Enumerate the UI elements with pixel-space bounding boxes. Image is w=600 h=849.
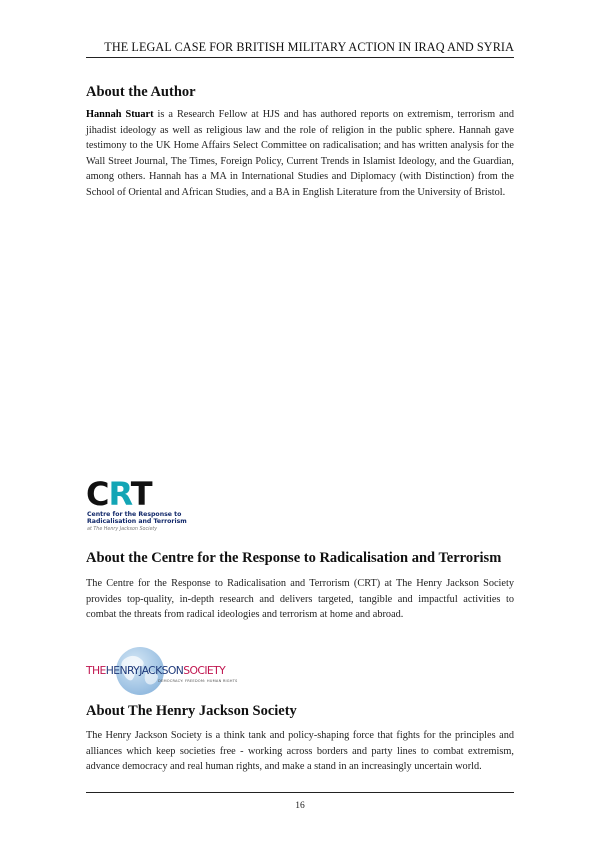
crt-logo-subline: at The Henry Jackson Society: [87, 527, 158, 532]
author-bio-text: is a Research Fellow at HJS and has authored reports on extremism, terrorism and jihadist ideology as well as religious law and the role of religion in the public sphere. Hannah gave testimony to the UK Home Affairs Select Committee on radicalisation; and has written analysis for the Wall Street Journal, The Times, Foreign Policy, Current Trends in Islamist Ideology, and the Guardian, among others. Hannah has a MA in International Studies and Diplomacy (with Distinction) from the School of Oriental and African Studies, and a BA in English Literature from the University of Bristol.: [86, 109, 514, 198]
crt-section-heading: About the Centre for the Response to Radicalisation and Terrorism: [86, 550, 502, 566]
hjs-description: The Henry Jackson Society is a think tank and policy-shaping force that fights for the principles and alliances which keep societies free - working across borders and party lines to combat extremism, advance democracy and real human rights, and make a stand in an increasingly uncertain world.: [86, 730, 514, 773]
crt-logo-c: C: [86, 475, 109, 513]
running-header: THE LEGAL CASE FOR BRITISH MILITARY ACTION IN IRAQ AND SYRIA: [104, 40, 514, 54]
hjs-wordmark-henry: HENRY: [105, 664, 140, 677]
hjs-wordmark-jackson: JACKSON: [139, 664, 184, 677]
crt-logo-t: T: [130, 475, 152, 513]
author-section-heading: About the Author: [86, 84, 196, 100]
page-number: 16: [295, 801, 305, 811]
hjs-wordmark-society: SOCIETY: [183, 664, 226, 677]
header-rule: [86, 57, 514, 58]
author-bio: [86, 107, 514, 201]
hjs-logo: [86, 646, 266, 696]
crt-logo-r: R: [108, 475, 131, 513]
hjs-wordmark-the: THE: [86, 664, 106, 677]
crt-logo-letters: [86, 475, 152, 513]
hjs-section-heading: About The Henry Jackson Society: [86, 703, 297, 719]
footer-rule: [86, 792, 514, 793]
hjs-tagline: DEMOCRACY: FREEDOM: HUMAN RIGHTS: [158, 679, 238, 683]
crt-logo: [86, 475, 187, 538]
crt-logo-line-1: Centre for the Response to: [87, 511, 182, 518]
crt-logo-line-2: Radicalisation and Terrorism: [87, 518, 187, 525]
hjs-wordmark: [86, 665, 225, 677]
crt-description: The Centre for the Response to Radicalisation and Terrorism (CRT) at The Henry Jackson Society provides top-quality, in-depth research and delivers targeted, tangible and impactful activities to combat the threats from radical ideologies and terrorism at home and abroad.: [86, 578, 514, 621]
author-name: Hannah Stuart: [86, 109, 154, 120]
